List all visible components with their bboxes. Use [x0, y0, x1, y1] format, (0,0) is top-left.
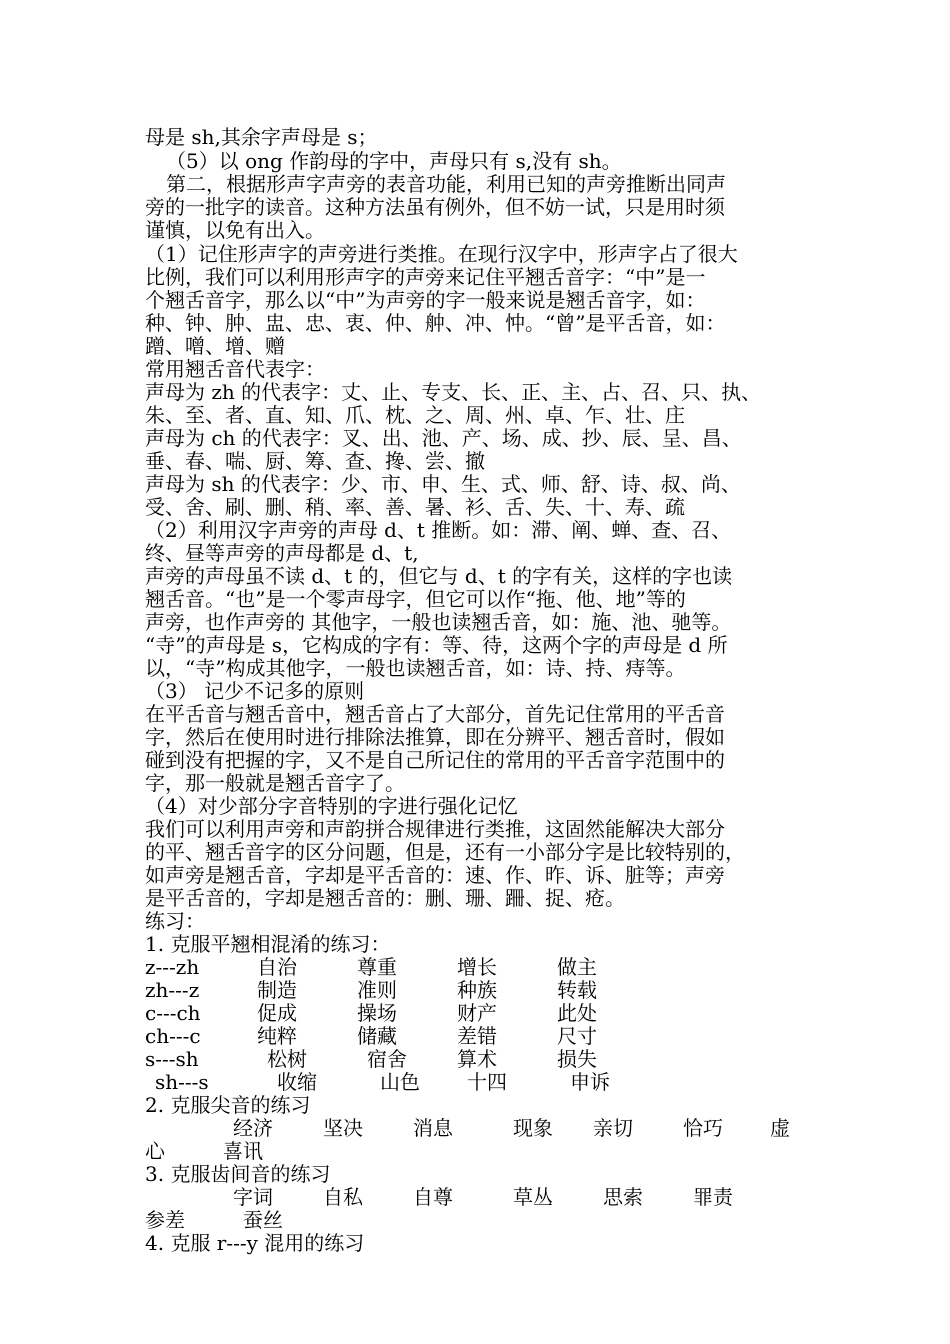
para-line: 垂、春、喘、厨、筹、查、搀、尝、撤 [145, 449, 485, 473]
drill-word: 思索 [603, 1185, 643, 1209]
drill-pair: ch---c [145, 1024, 201, 1048]
drill-word: 算术 [457, 1047, 497, 1071]
drill-word: 坚决 [323, 1116, 363, 1140]
para-line: 比例，我们可以利用形声字的声旁来记住平翘舌音字：“中”是一 [145, 265, 706, 289]
para-line: 母是 sh,其余字声母是 s； [145, 125, 378, 149]
drill-pair: c---ch [145, 1001, 201, 1025]
drill-word: 恰巧 [683, 1116, 723, 1140]
para-line: 练习： [145, 909, 205, 933]
para-line: 声母为 ch 的代表字：叉、出、池、产、场、成、抄、辰、呈、昌、 [145, 426, 742, 450]
drill-word: 尺寸 [557, 1024, 597, 1048]
drill-word: 增长 [457, 955, 497, 979]
drill-pair: z---zh [145, 955, 200, 979]
drill-word: 储藏 [357, 1024, 397, 1048]
para-line: 以，“寺”构成其他字，一般也读翘舌音，如：诗、持、痔等。 [145, 656, 686, 680]
drill-pair: zh---z [145, 978, 200, 1002]
para-line: （5）以 ong 作韵母的字中，声母只有 s,没有 sh。 [166, 149, 622, 173]
drill-word: 制造 [257, 978, 297, 1002]
para-line: 常用翘舌音代表字： [145, 357, 325, 381]
para-line: 翘舌音。“也”是一个零声母字，但它可以作“拖、他、地”等的 [145, 587, 686, 611]
drill-word: 此处 [557, 1001, 597, 1025]
para-line: 朱、至、者、直、知、爪、枕、之、周、州、卓、乍、壮、庄 [145, 403, 685, 427]
para-line: 种、钟、肿、盅、忠、衷、仲、舯、冲、忡。“曾”是平舌音，如： [145, 311, 726, 335]
drill-word: 操场 [357, 1001, 397, 1025]
drill-word: 喜讯 [223, 1139, 263, 1163]
drill-word: 种族 [457, 978, 497, 1002]
drill-word: 自尊 [413, 1185, 453, 1209]
para-line: （3） 记少不记多的原则 [145, 679, 365, 703]
exercise-heading-1: 1. 克服平翘相混淆的练习： [145, 932, 391, 956]
drill-word: 纯粹 [257, 1024, 297, 1048]
exercise-heading-3: 3. 克服齿间音的练习 [145, 1162, 331, 1186]
para-line: 碰到没有把握的字，又不是自己所记住的常用的平舌音字范围中的 [145, 748, 725, 772]
para-line: 蹭、噌、增、赠 [145, 334, 285, 358]
drill-word: 促成 [257, 1001, 297, 1025]
drill-word: 宿舍 [367, 1047, 407, 1071]
drill-word: 自私 [323, 1185, 363, 1209]
drill-word: 转载 [557, 978, 597, 1002]
drill-word: 财产 [457, 1001, 497, 1025]
drill-pair: s---sh [145, 1047, 199, 1071]
drill-word: 草丛 [513, 1185, 553, 1209]
drill-word: 亲切 [593, 1116, 633, 1140]
drill-word: 心 [145, 1139, 165, 1163]
para-line: 声旁，也作声旁的 其他字，一般也读翘舌音，如：施、池、驰等。 [145, 610, 732, 634]
para-line: 是平舌音的，字却是翘舌音的：删、珊、跚、捉、疮。 [145, 886, 625, 910]
para-line: 受、舍、刷、删、稍、率、善、暑、衫、舌、失、十、寿、疏 [145, 495, 685, 519]
drill-word: 罪责 [693, 1185, 733, 1209]
drill-word: 消息 [413, 1116, 453, 1140]
drill-word: 经济 [233, 1116, 273, 1140]
para-line: 在平舌音与翘舌音中，翘舌音占了大部分，首先记住常用的平舌音 [145, 702, 725, 726]
para-line: 声旁的声母虽不读 d、t 的，但它与 d、t 的字有关，这样的字也读 [145, 564, 733, 588]
drill-word: 损失 [557, 1047, 597, 1071]
para-line: 如声旁是翘舌音，字却是平舌音的：速、作、昨、诉、脏等；声旁 [145, 863, 725, 887]
para-line: （2）利用汉字声旁的声母 d、t 推断。如：滞、阐、蝉、查、召、 [145, 518, 732, 542]
para-line: （4）对少部分字音特别的字进行强化记忆 [145, 794, 518, 818]
para-line: 我们可以利用声旁和声韵拼合规律进行类推，这固然能解决大部分 [145, 817, 725, 841]
para-line: 终、昼等声旁的声母都是 d、t, [145, 541, 419, 565]
para-line: 第二，根据形声字声旁的表音功能，利用已知的声旁推断出同声 [166, 172, 726, 196]
para-line: 谨慎，以免有出入。 [145, 218, 325, 242]
drill-word: 收缩 [277, 1070, 317, 1094]
drill-word: 虚 [770, 1116, 790, 1140]
drill-word: 现象 [513, 1116, 553, 1140]
para-line: 字，然后在使用时进行排除法推算，即在分辨平、翘舌音时，假如 [145, 725, 725, 749]
exercise-heading-2: 2. 克服尖音的练习 [145, 1093, 311, 1117]
drill-word: 十四 [467, 1070, 507, 1094]
para-line: 声母为 sh 的代表字：少、市、申、生、式、师、舒、诗、叔、尚、 [145, 472, 741, 496]
exercise-heading-4: 4. 克服 r---y 混用的练习 [145, 1231, 365, 1255]
para-line: “寺”的声母是 s，它构成的字有：等、待，这两个字的声母是 d 所 [145, 633, 728, 657]
drill-word: 尊重 [357, 955, 397, 979]
drill-pair: sh---s [155, 1070, 209, 1094]
para-line: 的平、翘舌音字的区分问题，但是，还有一小部分字是比较特别的， [145, 840, 745, 864]
drill-word: 自治 [257, 955, 297, 979]
drill-word: 参差 [145, 1208, 185, 1232]
drill-word: 申诉 [570, 1070, 610, 1094]
drill-word: 蚕丝 [243, 1208, 283, 1232]
drill-word: 山色 [380, 1070, 420, 1094]
para-line: 声母为 zh 的代表字：丈、止、专支、长、正、主、占、召、只、执、 [145, 380, 762, 404]
drill-word: 松树 [267, 1047, 307, 1071]
drill-word: 字词 [233, 1185, 273, 1209]
para-line: （1）记住形声字的声旁进行类推。在现行汉字中，形声字占了很大 [145, 242, 738, 266]
drill-word: 差错 [457, 1024, 497, 1048]
para-line: 字，那一般就是翘舌音字了。 [145, 771, 405, 795]
para-line: 旁的一批字的读音。这种方法虽有例外，但不妨一试，只是用时须 [145, 195, 725, 219]
para-line: 个翘舌音字，那么以“中”为声旁的字一般来说是翘舌音字，如： [145, 288, 706, 312]
drill-word: 做主 [557, 955, 597, 979]
drill-word: 准则 [357, 978, 397, 1002]
